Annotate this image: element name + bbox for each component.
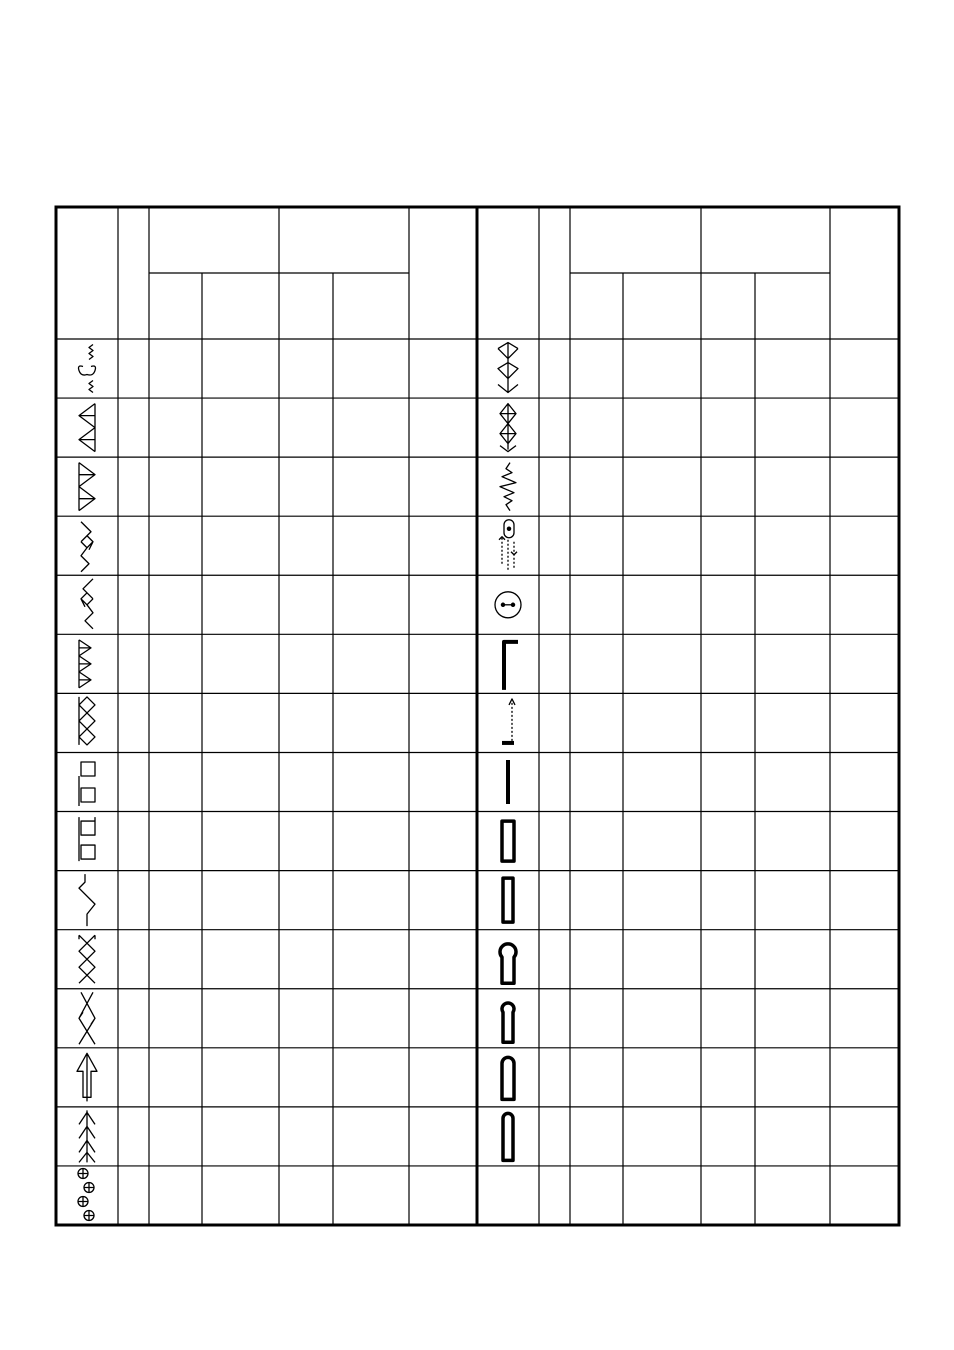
square-blocks-icon [79,762,95,806]
narrow-buttonhole-icon [503,878,513,922]
diamond-zigzag-icon [81,522,93,572]
stacked-diamonds-icon [79,697,95,745]
round-buttonhole-icon [502,1057,514,1099]
arrow-up-icon [77,1053,97,1101]
wave-zigzag-icon [500,463,516,511]
stacked-diamonds-edge-icon [79,640,91,688]
stitch-table-grid [56,207,899,1225]
keyhole-narrow-icon [502,1003,514,1042]
round-narrow-buttonhole-icon [503,1113,513,1160]
buttonhole-guide-icon [499,520,517,570]
feather-cross-icon [79,992,95,1044]
cross-stitch-icon [79,935,95,983]
scallop-wave-icon [79,345,96,393]
triangle-zigzag-right-icon [79,463,95,511]
knot-chain-icon [78,1168,94,1220]
bartack-corner-icon [504,642,516,688]
keyhole-buttonhole-icon [500,944,516,983]
stitch-icons [77,343,521,1221]
square-blocks-edge-icon [79,817,95,861]
darning-arrow-icon [502,699,515,743]
single-zigzag-icon [79,874,95,926]
diamond-zigzag-reverse-icon [81,579,93,629]
button-sew-icon [495,592,521,618]
square-buttonhole-icon [502,821,514,861]
bird-wing-icon [498,343,518,393]
arrowhead-chain-icon [79,1110,95,1162]
triangle-zigzag-left-icon [79,404,95,452]
double-diamond-icon [500,404,516,452]
